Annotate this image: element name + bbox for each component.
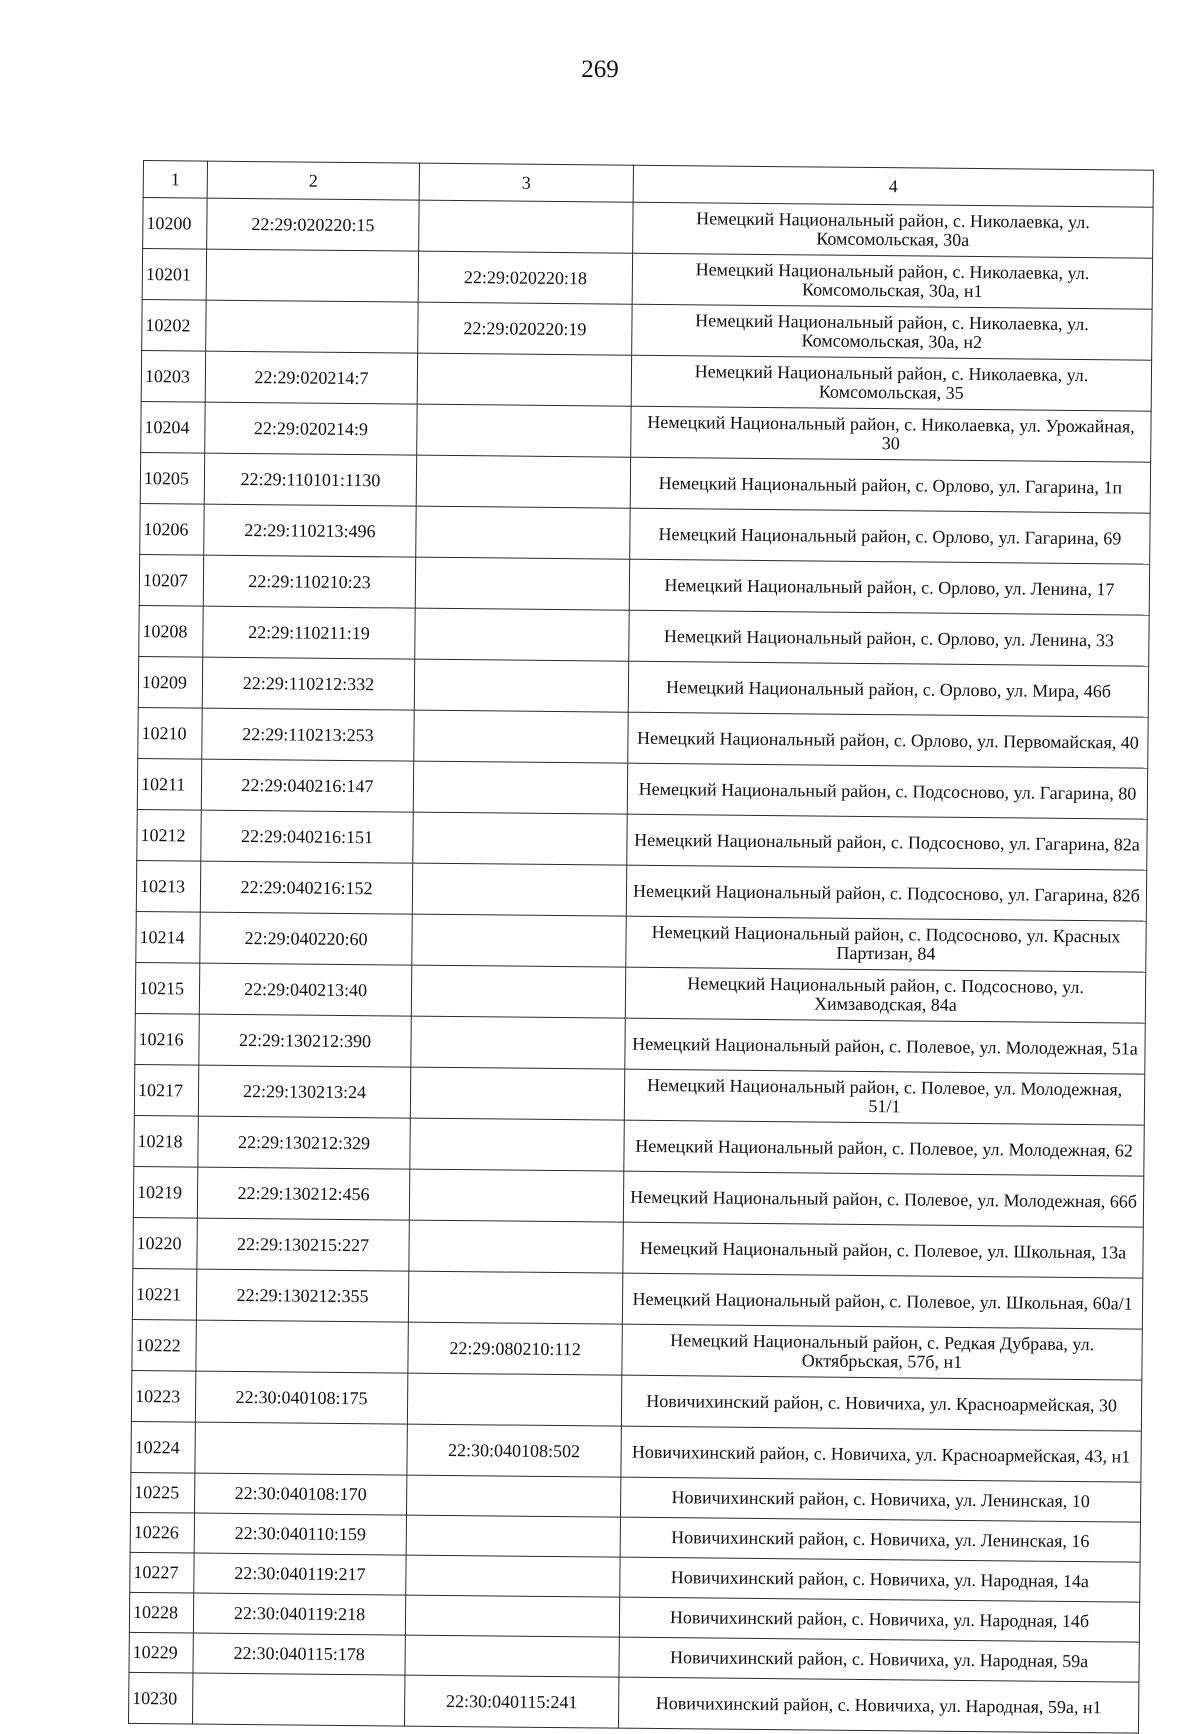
cadastral-number-col3-cell: 22:30:040108:502 (407, 1424, 621, 1477)
address-cell: Немецкий Национальный район, с. Подсосново, ул. Гагарина, 82б (626, 865, 1146, 921)
address-cell: Немецкий Национальный район, с. Редкая Дубрава, ул. Октябрьская, 57б, н1 (622, 1324, 1142, 1380)
row-number-cell: 10228 (129, 1592, 193, 1633)
row-number-cell: 10202 (142, 299, 206, 351)
cadastral-number-col3-cell (414, 710, 628, 763)
cadastral-number-col2-cell: 22:29:110210:23 (203, 555, 415, 608)
cadastral-number-col2-cell: 22:29:110101:1130 (204, 453, 416, 506)
row-number-cell: 10223 (131, 1370, 195, 1422)
row-number-cell: 10213 (136, 860, 200, 912)
row-number-cell: 10205 (140, 452, 204, 504)
row-number-cell: 10200 (143, 198, 207, 250)
cadastral-number-col3-cell (406, 1515, 620, 1557)
address-cell: Новичихинский район, с. Новичиха, ул. Народная, 14а (620, 1557, 1140, 1602)
cadastral-number-col2-cell: 22:30:040119:217 (194, 1553, 406, 1595)
cadastral-number-col2-cell: 22:30:040115:178 (193, 1633, 405, 1675)
cadastral-number-col2-cell: 22:29:130212:390 (199, 1014, 411, 1067)
page-number: 269 (581, 56, 619, 83)
cadastral-number-col2-cell: 22:29:040220:60 (200, 912, 412, 965)
row-number-cell: 10220 (133, 1217, 197, 1269)
address-cell: Новичихинский район, с. Новичиха, ул. Ленинская, 10 (620, 1477, 1140, 1522)
address-cell: Немецкий Национальный район, с. Подсосново, ул. Красных Партизан, 84 (626, 916, 1146, 972)
address-cell: Немецкий Национальный район, с. Орлово, ул. Мира, 46б (628, 661, 1148, 717)
row-number-cell: 10203 (141, 350, 205, 402)
row-number-cell: 10218 (134, 1115, 198, 1167)
address-cell: Новичихинский район, с. Новичиха, ул. Народная, 59а, н1 (618, 1677, 1138, 1733)
address-cell: Немецкий Национальный район, с. Орлово, ул. Первомайская, 40 (628, 712, 1148, 768)
table-body (128, 198, 1153, 1734)
cadastral-number-col2-cell: 22:29:040213:40 (199, 963, 411, 1016)
cadastral-number-col2-cell: 22:29:020220:15 (207, 198, 419, 251)
cadastral-number-col3-cell: 22:29:020220:19 (418, 302, 632, 355)
cadastral-number-col2-cell: 22:30:040119:218 (193, 1593, 405, 1635)
cadastral-number-col3-cell: 22:30:040115:241 (404, 1675, 618, 1728)
header-col-3: 3 (419, 163, 633, 202)
header-col-2: 2 (207, 161, 419, 200)
row-number-cell: 10219 (133, 1166, 197, 1218)
cadastral-number-col2-cell (195, 1422, 407, 1475)
row-number-cell: 10211 (137, 758, 201, 810)
address-cell: Немецкий Национальный район, с. Николаевка, ул. Комсомольская, 30а (633, 202, 1153, 258)
cadastral-number-col2-cell: 22:29:020214:7 (205, 351, 417, 404)
address-cell: Новичихинский район, с. Новичиха, ул. Народная, 14б (619, 1597, 1139, 1642)
header-col-1: 1 (143, 161, 207, 199)
cadastral-number-col2-cell (206, 249, 418, 302)
cadastral-number-col3-cell (408, 1271, 622, 1324)
register-table (128, 160, 1154, 1734)
address-cell: Немецкий Национальный район, с. Полевое, ул. Молодежная, 62 (624, 1120, 1144, 1176)
header-col-4: 4 (633, 165, 1153, 207)
address-cell: Немецкий Национальный район, с. Полевое, ул. Школьная, 60а/1 (622, 1273, 1142, 1329)
row-number-cell: 10206 (140, 503, 204, 555)
row-number-cell: 10212 (137, 809, 201, 861)
cadastral-number-col3-cell (419, 200, 633, 253)
cadastral-number-col3-cell (415, 557, 629, 610)
cadastral-number-col2-cell (192, 1673, 404, 1726)
cadastral-number-col3-cell (412, 863, 626, 916)
cadastral-number-col3-cell (411, 965, 625, 1018)
cadastral-number-col2-cell: 22:29:110213:496 (204, 504, 416, 557)
cadastral-number-col2-cell: 22:29:130212:355 (196, 1269, 408, 1322)
cadastral-number-col2-cell: 22:30:040108:175 (195, 1371, 407, 1424)
row-number-cell: 10217 (134, 1064, 198, 1116)
cadastral-number-col3-cell (409, 1220, 623, 1273)
address-cell: Немецкий Национальный район, с. Николаевка, ул. Комсомольская, 30а, н2 (632, 304, 1152, 360)
cadastral-number-col2-cell: 22:29:110211:19 (203, 606, 415, 659)
row-number-cell: 10225 (131, 1472, 195, 1513)
register-table-container (128, 160, 1154, 1734)
cadastral-number-col2-cell (206, 300, 418, 353)
address-cell: Новичихинский район, с. Новичиха, ул. Красноармейская, 30 (621, 1375, 1141, 1431)
cadastral-number-col3-cell (409, 1169, 623, 1222)
cadastral-number-col2-cell: 22:29:130212:456 (197, 1167, 409, 1220)
cadastral-number-col2-cell: 22:29:110213:253 (202, 708, 414, 761)
row-number-cell: 10226 (130, 1512, 194, 1553)
address-cell: Немецкий Национальный район, с. Орлово, ул. Ленина, 33 (629, 610, 1149, 666)
cadastral-number-col3-cell (416, 455, 630, 508)
address-cell: Немецкий Национальный район, с. Николаевка, ул. Урожайная, 30 (631, 406, 1151, 462)
cadastral-number-col2-cell: 22:29:020214:9 (205, 402, 417, 455)
cadastral-number-col3-cell (410, 1118, 624, 1171)
address-cell: Новичихинский район, с. Новичиха, ул. Ленинская, 16 (620, 1517, 1140, 1562)
row-number-cell: 10222 (132, 1319, 196, 1371)
row-number-cell: 10221 (132, 1268, 196, 1320)
cadastral-number-col3-cell (417, 404, 631, 457)
address-cell: Немецкий Национальный район, с. Полевое, ул. Молодежная, 51а (625, 1018, 1145, 1074)
cadastral-number-col3-cell (413, 761, 627, 814)
cadastral-number-col2-cell: 22:29:040216:152 (200, 861, 412, 914)
address-cell: Немецкий Национальный район, с. Подсосново, ул. Гагарина, 80 (627, 763, 1147, 819)
cadastral-number-col3-cell (411, 1016, 625, 1069)
cadastral-number-col3-cell (406, 1555, 620, 1597)
cadastral-number-col3-cell (410, 1067, 624, 1120)
address-cell: Немецкий Национальный район, с. Полевое, ул. Школьная, 13а (623, 1222, 1143, 1278)
cadastral-number-col2-cell: 22:29:130215:227 (197, 1218, 409, 1271)
address-cell: Немецкий Национальный район, с. Николаевка, ул. Комсомольская, 35 (631, 355, 1151, 411)
row-number-cell: 10214 (136, 911, 200, 963)
address-cell: Немецкий Национальный район, с. Орлово, ул. Гагарина, 69 (630, 508, 1150, 564)
row-number-cell: 10224 (131, 1421, 195, 1473)
cadastral-number-col3-cell (415, 608, 629, 661)
row-number-cell: 10227 (130, 1552, 194, 1593)
cadastral-number-col2-cell: 22:29:130213:24 (198, 1065, 410, 1118)
address-cell: Немецкий Национальный район, с. Полевое, ул. Молодежная, 51/1 (624, 1069, 1144, 1125)
row-number-cell: 10207 (139, 554, 203, 606)
cadastral-number-col2-cell (196, 1320, 408, 1373)
cadastral-number-col3-cell (414, 659, 628, 712)
cadastral-number-col3-cell (416, 506, 630, 559)
cadastral-number-col3-cell (413, 812, 627, 865)
cadastral-number-col2-cell: 22:29:110212:332 (202, 657, 414, 710)
address-cell: Немецкий Национальный район, с. Орлово, ул. Ленина, 17 (629, 559, 1149, 615)
cadastral-number-col2-cell: 22:30:040108:170 (195, 1473, 407, 1515)
address-cell: Немецкий Национальный район, с. Полевое, ул. Молодежная, 66б (623, 1171, 1143, 1227)
cadastral-number-col3-cell: 22:29:020220:18 (418, 251, 632, 304)
cadastral-number-col2-cell: 22:30:040110:159 (194, 1513, 406, 1555)
cadastral-number-col3-cell: 22:29:080210:112 (408, 1322, 622, 1375)
cadastral-number-col3-cell (412, 914, 626, 967)
address-cell: Новичихинский район, с. Новичиха, ул. Красноармейская, 43, н1 (621, 1426, 1141, 1482)
cadastral-number-col3-cell (407, 1373, 621, 1426)
row-number-cell: 10210 (138, 707, 202, 759)
address-cell: Новичихинский район, с. Новичиха, ул. Народная, 59а (619, 1637, 1139, 1682)
row-number-cell: 10215 (135, 962, 199, 1014)
row-number-cell: 10229 (129, 1632, 193, 1673)
address-cell: Немецкий Национальный район, с. Подсосново, ул. Химзаводская, 84а (625, 967, 1145, 1023)
row-number-cell: 10204 (141, 401, 205, 453)
cadastral-number-col3-cell (405, 1595, 619, 1637)
address-cell: Немецкий Национальный район, с. Подсосново, ул. Гагарина, 82а (627, 814, 1147, 870)
row-number-cell: 10230 (128, 1672, 192, 1724)
row-number-cell: 10216 (135, 1013, 199, 1065)
cadastral-number-col2-cell: 22:29:040216:151 (201, 810, 413, 863)
row-number-cell: 10209 (138, 656, 202, 708)
cadastral-number-col3-cell (417, 353, 631, 406)
address-cell: Немецкий Национальный район, с. Николаевка, ул. Комсомольская, 30а, н1 (632, 253, 1152, 309)
cadastral-number-col3-cell (407, 1475, 621, 1517)
row-number-cell: 10201 (142, 249, 206, 301)
cadastral-number-col2-cell: 22:29:040216:147 (201, 759, 413, 812)
cadastral-number-col2-cell: 22:29:130212:329 (198, 1116, 410, 1169)
address-cell: Немецкий Национальный район, с. Орлово, ул. Гагарина, 1п (630, 457, 1150, 513)
row-number-cell: 10208 (139, 605, 203, 657)
cadastral-number-col3-cell (405, 1635, 619, 1677)
table-row (128, 1672, 1138, 1733)
